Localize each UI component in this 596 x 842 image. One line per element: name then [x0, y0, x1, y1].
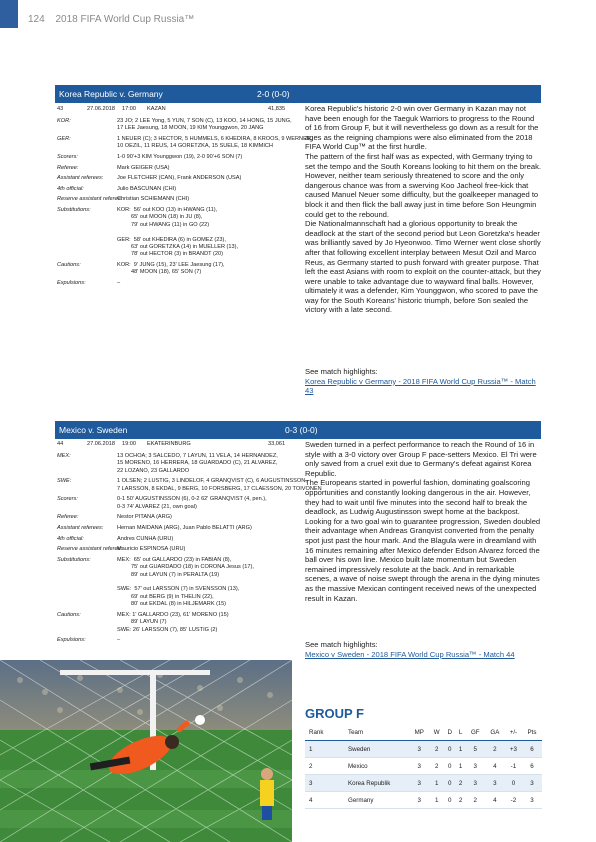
match-details: [57, 453, 322, 653]
detail-value: 69' out BERG (9) in THELIN (22),: [117, 593, 214, 600]
col-header: D: [444, 725, 456, 741]
table-cell: 2: [430, 758, 444, 775]
detail-value: 22 LOZANO, 23 GALLARDO: [117, 467, 190, 474]
detail-value: 15 MORENO, 16 HERRERA, 18 GUARDADO (C), 21 ALVAREZ,: [117, 460, 278, 467]
match-report: [305, 440, 542, 603]
table-cell: 4: [485, 758, 505, 775]
match-photo: [0, 660, 292, 842]
page-corner-tab: [0, 0, 18, 28]
goalkeeper-photo: [0, 660, 292, 842]
table-row: [305, 758, 542, 775]
detail-value: KOR: 9' JUNG (15), 23' LEE Jaesung (17),: [117, 262, 225, 268]
highlights-link[interactable]: Korea Republic v Germany - 2018 FIFA World Cup Russia™ - Match 43: [305, 376, 536, 396]
detail-value: MEX: 1' GALLARDO (23), 61' MORENO (15): [117, 611, 229, 618]
sweden-player-figure: [260, 768, 274, 820]
detail-label: KOR:: [57, 118, 71, 124]
highlights-label: See match highlights:: [305, 640, 378, 649]
detail-value: 13 OCHOA; 3 SALCEDO, 7 LAYUN, 11 VELA, 14 HERNANDEZ,: [117, 453, 278, 459]
match-title-bar: [55, 421, 541, 439]
detail-value: KOR: 56' out KOO (13) in HWANG (11),: [117, 207, 218, 213]
table-cell: 3: [522, 792, 542, 809]
table-cell: 2: [430, 741, 444, 758]
detail-label: Reserve assistant referee:: [57, 196, 123, 203]
detail-value: Nestor PITANA (ARG): [117, 514, 172, 521]
match-report: [305, 104, 542, 315]
table-cell: 3: [466, 775, 485, 792]
table-cell: 2: [485, 741, 505, 758]
match-time: 19:00: [122, 441, 136, 447]
detail-value: 75' out GUARDADO (18) in CORONA Jesus (17),: [117, 564, 254, 571]
match-number: 43: [57, 106, 64, 112]
detail-value: 0-3 74' ALVAREZ (21, own goal): [117, 503, 197, 510]
table-cell: 4: [305, 792, 344, 809]
page-number: 124: [28, 14, 45, 25]
detail-value: 48' MOON (18), 65' SON (7): [117, 269, 202, 276]
highlights-block: [305, 640, 542, 659]
detail-value: Andres CUNHA (URU): [117, 535, 174, 542]
table-cell: 4: [485, 792, 505, 809]
table-row: [305, 792, 542, 809]
table-cell: 3: [409, 775, 430, 792]
table-cell: 0: [444, 741, 456, 758]
table-cell: 1: [430, 775, 444, 792]
detail-value: –: [117, 637, 121, 644]
col-header: GA: [485, 725, 505, 741]
team-cell: Korea Republik: [344, 775, 409, 792]
detail-value: GER: 58' out KHEDIRA (6) in GOMEZ (23),: [117, 236, 226, 243]
match-details: [57, 118, 313, 308]
detail-value: –: [117, 280, 121, 286]
detail-value: 79' out HWANG (11) in GO (22): [117, 221, 210, 228]
detail-label: Cautions:: [57, 262, 81, 268]
table-cell: 2: [466, 792, 485, 809]
table-cell: 1: [456, 758, 466, 775]
football: [195, 715, 205, 725]
col-header: Pts: [522, 725, 542, 741]
table-cell: 3: [466, 758, 485, 775]
highlights-block: [305, 367, 542, 396]
col-header: Rank: [305, 725, 344, 741]
detail-label: Reserve assistant referee:: [57, 546, 123, 553]
detail-label: Assistant referees:: [57, 175, 104, 182]
detail-value: 1-0 90'+3 KIM Younggwon (19), 2-0 90'+6 SON (7): [117, 154, 243, 160]
table-cell: 1: [430, 792, 444, 809]
col-header: W: [430, 725, 444, 741]
table-cell: -1: [505, 758, 522, 775]
table-cell: 6: [522, 758, 542, 775]
table-cell: 1: [456, 741, 466, 758]
match-attendance: 33,061: [268, 441, 286, 447]
table-cell: 2: [305, 758, 344, 775]
team-cell: Sweden: [344, 741, 409, 758]
col-header: L: [456, 725, 466, 741]
table-cell: 1: [305, 741, 344, 758]
highlights-link[interactable]: Mexico v Sweden - 2018 FIFA World Cup Russia™ - Match 44: [305, 649, 515, 659]
table-cell: 3: [409, 792, 430, 809]
match-venue: EKATERINBURG: [147, 441, 191, 447]
report-paragraph: Sweden turned in a perfect performance to reach the Round of 16 in style with a 3-0 victory over Group F pace-setters Mexico. El Tri were only saved from a cruel exit due to Germany's defeat against Korea Republic.: [305, 440, 537, 478]
detail-value: Hernan MAIDANA (ARG), Juan Pablo BELATTI (ARG): [117, 525, 252, 531]
match-venue: KAZAN: [147, 106, 166, 112]
detail-value: Joe FLETCHER (CAN), Frank ANDERSON (USA): [117, 175, 242, 182]
team-cell: Mexico: [344, 758, 409, 775]
table-row: [305, 741, 542, 758]
standings-table: [305, 725, 542, 809]
report-paragraph: The pattern of the first half was as expected, with Germany trying to set the tempo and the South Koreans looking to hit them on the break. However, neither team seriously threatened to score and the only dangerous chance was from a swerving Koo Jacheol free-kick that caused Manuel Neuer some difficulty, but the goalkeeper managed to block it and then flick the ball away just in time before Son Heungmin could get to the rebound.: [305, 151, 541, 219]
match-attendance: 41,835: [268, 106, 286, 112]
table-cell: 3: [485, 775, 505, 792]
detail-label: Expulsions:: [57, 280, 86, 286]
detail-value: 7 LARSSON, 8 EKDAL, 9 BERG, 10 FORSBERG, 17 CLAESSON, 20 TOIVONEN: [117, 485, 322, 492]
detail-label: Referee:: [57, 514, 79, 521]
table-cell: 2: [456, 792, 466, 809]
table-header-row: [305, 725, 542, 741]
report-paragraph: Die Nationalmannschaft had a glorious opportunity to break the deadlock at the start of the second period but Leon Goretzka's header was brilliantly saved by Jo Hyeonwoo. Timo Werner went close shortly after that following excellent interplay between Mesut Ozil and Marco Reus, as Germany started to push forward with greater purpose. That left the east Asians with room to exploit on the counter-attack, but they were unable to take advantage due to wayward final balls. However, ultimately it was a defender, Kim Younggwon, who scored to pave the way for the South Koreans' historic triumph, before Son sealed the victory with a late second.: [305, 219, 541, 315]
match-score: 2-0 (0-0): [257, 89, 290, 99]
table-cell: 5: [466, 741, 485, 758]
report-paragraph: The Europeans started in powerful fashion, dominating goalscoring opportunities and constantly looking dangerous in the air. However, they had to wait until five minutes into the second half to break the deadlock, as Ludwig Augustinsson swept home at the backpost.: [305, 478, 531, 517]
table-cell: 0: [505, 775, 522, 792]
table-cell: 0: [444, 792, 456, 809]
table-cell: 3: [305, 775, 344, 792]
match-title: Korea Republic v. Germany: [59, 89, 163, 99]
detail-label: Referee:: [57, 164, 79, 171]
detail-label: Substitutions:: [57, 556, 91, 563]
detail-value: 1 OLSEN; 2 LUSTIG, 3 LINDELOF, 4 GRANQVIST (C), 6 AUGUSTINSSON,: [117, 478, 307, 485]
table-cell: 3: [409, 741, 430, 758]
detail-value: Christian SCHIEMANN (CHI): [117, 196, 190, 203]
table-cell: 0: [444, 775, 456, 792]
detail-label: 4th official:: [57, 185, 84, 192]
detail-value: 1 NEUER (C); 3 HECTOR, 5 HUMMELS, 6 KHEDIRA, 8 KROOS, 9 WERNER,: [117, 136, 313, 142]
detail-value: 17 LEE Jaesung, 18 MOON, 19 KIM Younggwon, 20 JANG: [117, 125, 264, 132]
match-time: 17:00: [122, 106, 136, 112]
detail-label: SWE:: [57, 478, 72, 485]
highlights-label: See match highlights:: [305, 367, 378, 376]
match-date: 27.06.2018: [87, 441, 115, 447]
match-score: 0-3 (0-0): [285, 425, 318, 435]
table-cell: -2: [505, 792, 522, 809]
detail-value: 78' out HECTOR (3) in BRANDT (20): [117, 251, 223, 258]
detail-value: 23 JO; 2 LEE Yong, 5 YUN, 7 SON (C), 13 KOO, 14 HONG, 15 JUNG,: [117, 118, 292, 124]
col-header: Team: [344, 725, 409, 741]
detail-label: MEX:: [57, 453, 71, 459]
detail-label: Scorers:: [57, 154, 78, 160]
detail-value: Julio BASCUNAN (CHI): [117, 185, 177, 192]
detail-label: Substitutions:: [57, 207, 91, 213]
table-cell: 3: [522, 775, 542, 792]
report-paragraph: Looking for a two goal win to guarantee progression, Sweden doubled their advantage when Andreas Granqvist converted from the penalty spot just past the hour mark. And the Blagula were in dreamland with 16 minutes remaining after Mexico defender Edson Alvarez forced the ball over his own line. Mexico built late momentum but Sweden remained impressively resolute at the back. And in remarkable scenes, a wave of noise swept through the arena in the dying minutes as the massive Mexican contingent received news of the unexpected result in Kazan.: [305, 516, 541, 603]
col-header: MP: [409, 725, 430, 741]
detail-value: 65' out MOON (18) in JU (8),: [117, 214, 203, 221]
table-cell: 6: [522, 741, 542, 758]
table-cell: +3: [505, 741, 522, 758]
detail-label: GER:: [57, 136, 71, 142]
running-header: [28, 14, 194, 25]
detail-label: Scorers:: [57, 496, 78, 503]
table-row: [305, 775, 542, 792]
detail-value: 10 OEZIL, 11 REUS, 14 GORETZKA, 15 SUELE, 18 KIMMICH: [117, 143, 273, 150]
group-title: GROUP F: [305, 706, 364, 721]
detail-value: Mauricio ESPINOSA (URU): [117, 546, 186, 553]
detail-value: 80' out EKDAL (8) in HILJEMARK (15): [117, 601, 227, 608]
detail-label: Assistant referees:: [57, 525, 104, 531]
table-cell: 0: [444, 758, 456, 775]
report-paragraph: Korea Republic's historic 2-0 win over Germany in Kazan may not have been enough for the Taeguk Warriors to progress to the Round of 16 from Group F, but it will nevertheless go down as a result for the ages as the reigning champions were also eliminated from the 2018 FIFA World Cup™ at the first hurdle.: [305, 104, 539, 152]
detail-label: 4th official:: [57, 535, 84, 542]
publication-title: 2018 FIFA World Cup Russia™: [55, 14, 195, 25]
detail-value: 89' out LAYUN (7) in PERALTA (19): [117, 571, 220, 578]
table-cell: 3: [409, 758, 430, 775]
detail-value: 89' LAYUN (7): [117, 619, 167, 626]
detail-value: SWE: 26' LARSSON (7), 85' LUSTIG (2): [117, 626, 218, 633]
detail-value: MEX: 65' out GALLARDO (23) in FABIAN (8),: [117, 556, 232, 563]
table-cell: 2: [456, 775, 466, 792]
detail-value: Mark GEIGER (USA): [117, 164, 170, 171]
match-date: 27.06.2018: [87, 106, 115, 112]
detail-label: Cautions:: [57, 611, 81, 618]
detail-value: 63' out GORETZKA (14) in MUELLER (13),: [117, 244, 239, 250]
detail-label: Expulsions:: [57, 637, 86, 644]
col-header: GF: [466, 725, 485, 741]
col-header: +/-: [505, 725, 522, 741]
team-cell: Germany: [344, 792, 409, 809]
match-title: Mexico v. Sweden: [59, 425, 128, 435]
detail-value: 0-1 50' AUGUSTINSSON (6), 0-2 62' GRANQVIST (4, pen.),: [117, 496, 267, 503]
detail-value: SWE: 57' out LARSSON (7) in SVENSSON (13),: [117, 586, 240, 593]
match-number: 44: [57, 441, 64, 447]
match-title-bar: [55, 85, 541, 103]
